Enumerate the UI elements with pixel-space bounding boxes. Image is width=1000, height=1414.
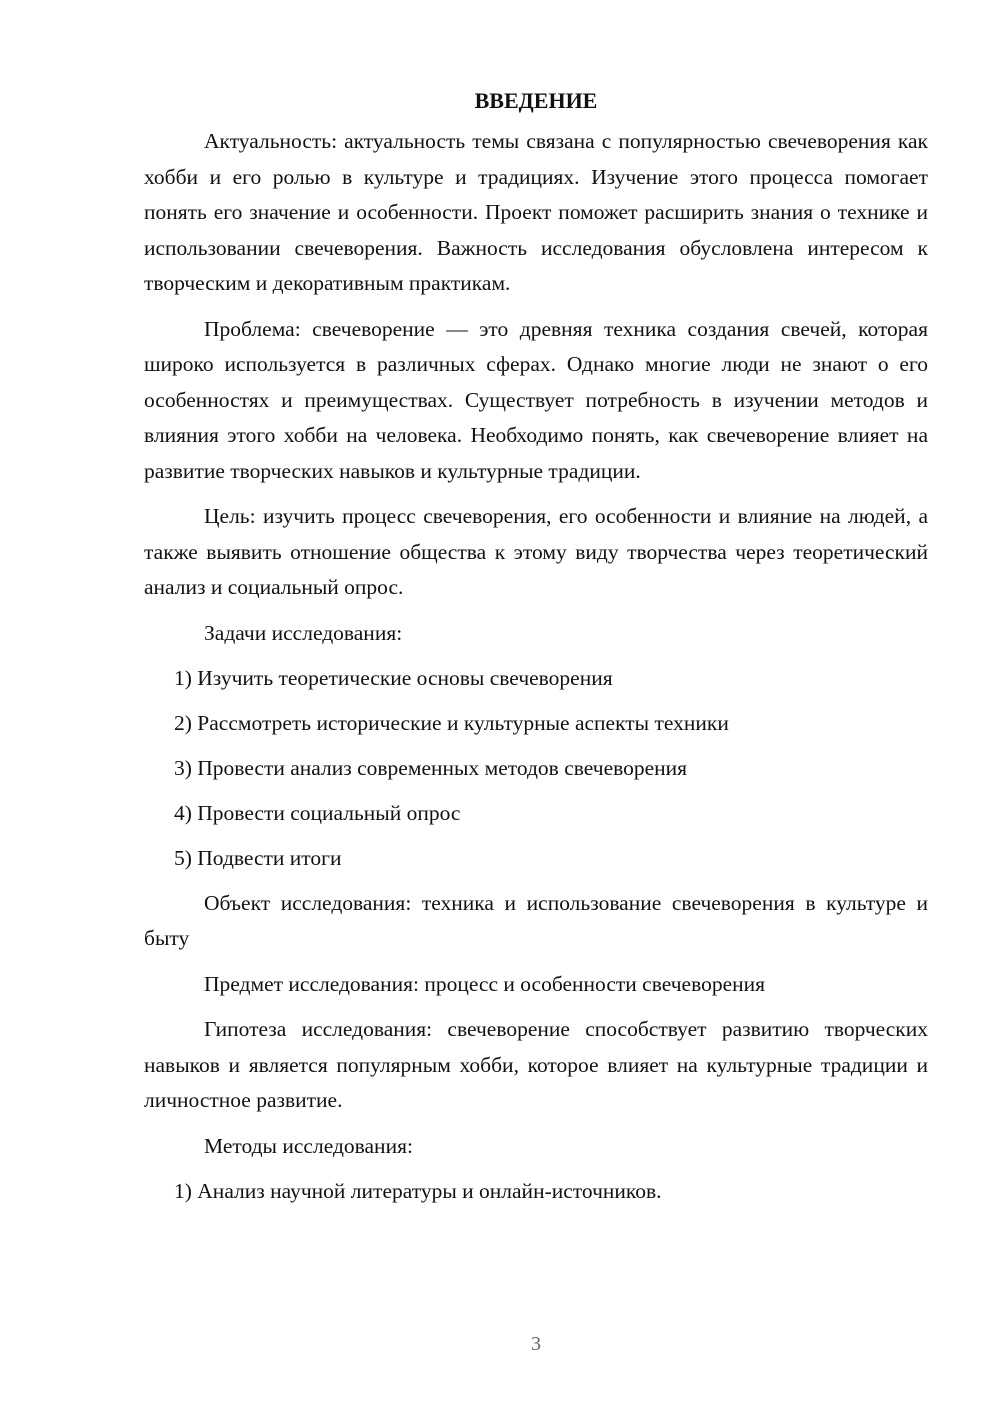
tasks-heading: Задачи исследования: xyxy=(204,620,403,645)
list-item: 5) Подвести итоги xyxy=(174,845,342,870)
subject-paragraph: Предмет исследования: процесс и особенности свечеворения xyxy=(204,971,766,996)
goal-paragraph: Цель: изучить процесс свечеворения, его особенности и влияние на людей, а также выявить отношение общества к этому виду творчества через теоретический анализ и социальный опрос. xyxy=(144,504,928,599)
tasks-list xyxy=(144,661,928,877)
hypothesis-paragraph: Гипотеза исследования: свечеворение способствует развитию творческих навыков и является популярным хобби, которое влияет на культурные традиции и личностное развитие. xyxy=(144,1017,928,1112)
relevance-paragraph: Актуальность: актуальность темы связана с популярностью свечеворения как хобби и его ролью в культуре и традициях. Изучение этого процесса помогает понять его значение и особенности. Проект поможет расширить знания о технике и использовании свечеворения. Важность исследования обусловлена интересом к творческим и декоративным практикам. xyxy=(144,129,928,295)
list-item: 2) Рассмотреть исторические и культурные аспекты техники xyxy=(174,710,729,735)
problem-paragraph: Проблема: свечеворение — это древняя техника создания свечей, которая широко используется в различных сферах. Однако многие люди не знают о его особенностях и преимуществах. Существует потребность в изучении методов и влияния этого хобби на человека. Необходимо понять, как свечеворение влияет на развитие творческих навыков и культурные традиции. xyxy=(144,316,928,483)
methods-heading: Методы исследования: xyxy=(204,1133,413,1158)
list-item: 4) Провести социальный опрос xyxy=(174,800,461,825)
list-item: 1) Анализ научной литературы и онлайн-источников. xyxy=(174,1178,662,1203)
list-item: 3) Провести анализ современных методов свечеворения xyxy=(174,755,688,780)
section-title: ВВЕДЕНИЕ xyxy=(474,88,598,113)
list-item: 1) Изучить теоретические основы свечеворения xyxy=(174,665,613,690)
object-paragraph: Объект исследования: техника и использование свечеворения в культуре и быту xyxy=(144,890,928,950)
methods-list xyxy=(144,1174,928,1210)
document-body xyxy=(144,88,928,1219)
page-number: 3 xyxy=(531,1333,541,1355)
